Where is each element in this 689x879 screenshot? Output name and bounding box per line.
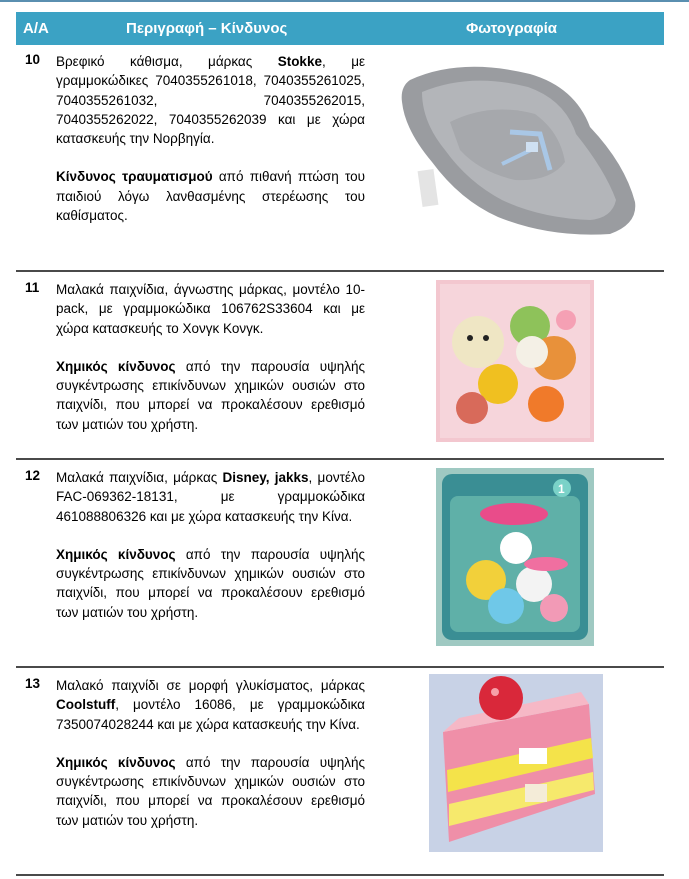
item-number: 12 bbox=[25, 468, 41, 483]
table-row bbox=[16, 52, 664, 268]
disney-squishy-bag-photo bbox=[436, 468, 594, 646]
item-description: Μαλακά παιχνίδια, άγνωστης μάρκας, μοντέλο 10-pack, με γραμμοκώδικα 106762S33604 και με χώρα κατασκευής το Χονγκ Κονγκ. Χημικός κίνδυνος από την παρουσία υψηλής συγκέντρωσης επικίνδυνων χημικών ουσιών στο παιχνίδι, που μπορεί να προκαλέσουν ερεθισμό των ματιών του χρήστη. bbox=[56, 282, 365, 432]
bag-number: 1 bbox=[558, 482, 565, 496]
item-number: 13 bbox=[25, 676, 41, 691]
table-header bbox=[16, 12, 664, 45]
item-description: Βρεφικό κάθισμα, μάρκας Stokke, με γραμμοκώδικες 7040355261018, 7040355261025, 7040355261032, 7040355262015, 7040355262022, 7040355262039 και με χώρα κατασκευής την Νορβηγία. Κίνδυνος τραυματισμού από πιθανή πτώση του παιδιού λόγω λανθασμένης στερέωσης του καθίσματος. bbox=[56, 54, 365, 224]
table-row bbox=[16, 280, 664, 456]
risk-label: Κίνδυνος τραυματισμού bbox=[56, 169, 213, 185]
cake-squishy-photo bbox=[429, 674, 603, 852]
squishy-pack-photo bbox=[436, 280, 594, 442]
header-aa: Α/Α bbox=[23, 20, 49, 37]
row-divider bbox=[16, 270, 664, 272]
row-divider bbox=[16, 666, 664, 668]
top-border bbox=[0, 0, 689, 2]
row-divider bbox=[16, 874, 664, 876]
risk-label: Χημικός κίνδυνος bbox=[56, 358, 176, 374]
item-description: Μαλακό παιχνίδι σε μορφή γλυκίσματος, μάρκας Coolstuff, μοντέλο 16086, με γραμμοκώδικα 7350074028244 και με χώρα κατασκευής την Κίνα. Χημικός κίνδυνος από την παρουσία υψηλής συγκέντρωσης επικίνδυνων χημικών ουσιών στο παιχνίδι, που μπορεί να προκαλέσουν ερεθισμό των ματιών του χρήστη. bbox=[56, 678, 365, 828]
header-description: Περιγραφή – Κίνδυνος bbox=[126, 20, 288, 37]
header-photo: Φωτογραφία bbox=[466, 20, 557, 37]
baby-seat-photo bbox=[390, 52, 640, 242]
table-row bbox=[16, 468, 664, 660]
risk-label: Χημικός κίνδυνος bbox=[56, 754, 176, 770]
row-divider bbox=[16, 458, 664, 460]
item-number: 10 bbox=[25, 52, 41, 67]
item-description: Μαλακά παιχνίδια, μάρκας Disney, jakks, μοντέλο FAC-069362-18131, με γραμμοκώδικα 461088806326 και με χώρα κατασκευής την Κίνα. Χημικός κίνδυνος από την παρουσία υψηλής συγκέντρωσης επικίνδυνων χημικών ουσιών στο παιχνίδι, που μπορεί να προκαλέσουν ερεθισμό των ματιών του χρήστη. bbox=[56, 470, 365, 620]
risk-label: Χημικός κίνδυνος bbox=[56, 546, 176, 562]
table-row bbox=[16, 676, 664, 866]
item-number: 11 bbox=[25, 280, 40, 295]
